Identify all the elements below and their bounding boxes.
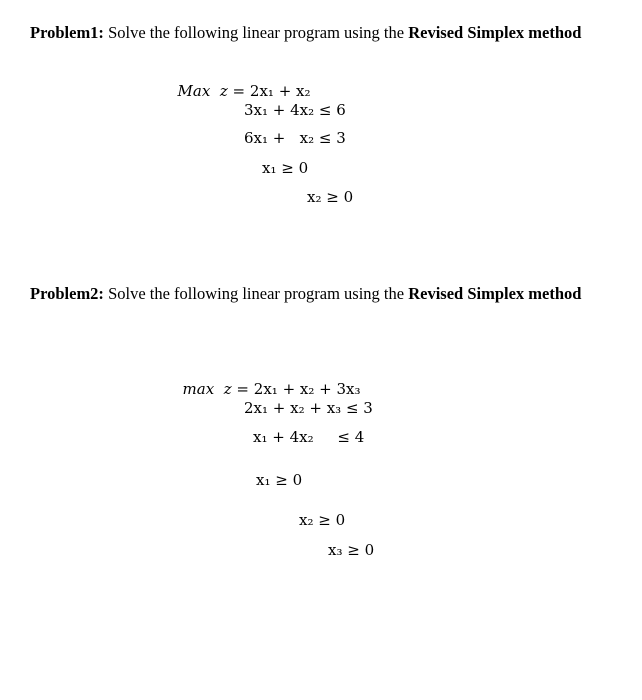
problem2-label: Problem2: <box>30 284 104 303</box>
problem1-nonneg-x1: x₁ ≥ 0 <box>262 159 309 177</box>
problem2-objective-kind: max <box>182 380 215 398</box>
problem2-constraint-2: x₁ + 4x₂ ≤ 4 <box>253 428 365 446</box>
problem1-objective-rhs: 2x₁ + x₂ <box>249 82 311 100</box>
problem2-heading <box>30 284 581 304</box>
problem2-instruction: Solve the following linear program using the <box>103 284 409 303</box>
problem2-constraint-1: 2x₁ + x₂ + x₃ ≤ 3 <box>244 399 373 417</box>
problem2-objective-rhs: 2x₁ + x₂ + 3x₃ <box>253 380 361 398</box>
problem2-objective <box>173 359 361 399</box>
problem1-heading <box>30 23 581 43</box>
problem2-nonneg-x1: x₁ ≥ 0 <box>256 471 303 489</box>
problem1-nonneg-x2: x₂ ≥ 0 <box>307 188 354 206</box>
problem1-constraint-1: 3x₁ + 4x₂ ≤ 6 <box>244 101 346 119</box>
problem2-nonneg-x3: x₃ ≥ 0 <box>328 541 375 559</box>
problem2-nonneg-x2: x₂ ≥ 0 <box>299 511 346 529</box>
problem1-label: Problem1: <box>30 23 104 42</box>
problem2-objective-z: z <box>223 380 232 398</box>
problem1-objective-z: z <box>219 82 228 100</box>
problem1-constraint-2: 6x₁ + x₂ ≤ 3 <box>244 129 346 147</box>
problem1-objective-kind: Max <box>177 82 211 100</box>
problem2-method: Revised Simplex method <box>408 284 582 303</box>
problem1-objective-eq: = <box>232 82 246 100</box>
problem1-objective <box>168 61 311 101</box>
problem1-instruction: Solve the following linear program using the <box>103 23 409 42</box>
problem1-method: Revised Simplex method <box>408 23 582 42</box>
problem2-objective-eq: = <box>236 380 249 398</box>
